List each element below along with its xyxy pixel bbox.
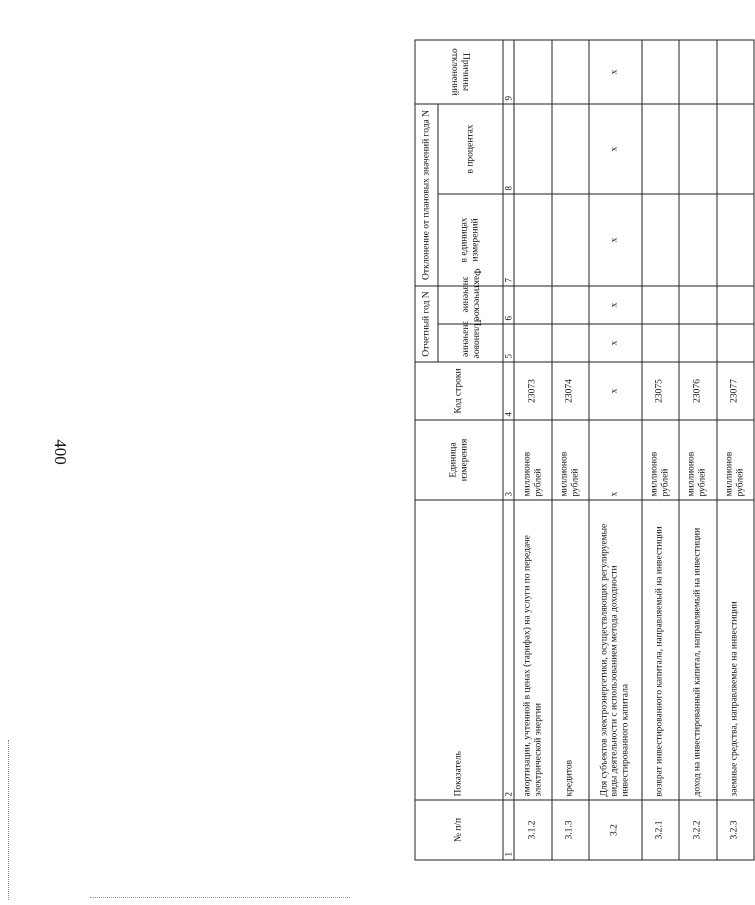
row-dev-units: [717, 194, 754, 286]
row-dev-units: [679, 194, 716, 286]
table-row: [717, 40, 754, 860]
row-indicator: доход на инвестированный капитал, направляемый на инвестиции: [679, 500, 716, 800]
row-unit: миллионов рублей: [717, 420, 754, 500]
row-indicator: амортизации, учтенной в ценах (тарифах) на услуги по передаче электрической энергии: [514, 500, 551, 800]
indicator-table: [415, 39, 755, 860]
row-dev-units: [642, 194, 679, 286]
column-number-2: 2: [503, 500, 514, 800]
header-deviation: Отклонение от плановых значений года N: [415, 104, 438, 286]
row-unit: миллионов рублей: [552, 420, 589, 500]
row-actual: [679, 286, 716, 324]
row-actual: [514, 286, 551, 324]
table-row: [589, 40, 642, 860]
row-indicator: заемные средства, направляемые на инвестиции: [717, 500, 754, 800]
row-unit: миллионов рублей: [642, 420, 679, 500]
column-number-6: 6: [503, 286, 514, 324]
header-indicator: Показатель: [415, 500, 503, 800]
row-reasons: [679, 40, 716, 104]
header-dev-units: в единицах измерений: [438, 194, 503, 286]
row-dev-percent: [679, 104, 716, 194]
column-number-1: 1: [503, 800, 514, 860]
table-row: [642, 40, 679, 860]
header-num: № п/п: [415, 800, 503, 860]
header-code: Код строки: [415, 362, 503, 420]
table-row: [552, 40, 589, 860]
row-reasons: [514, 40, 551, 104]
column-number-8: 8: [503, 104, 514, 194]
row-num: 3.2.3: [717, 800, 754, 860]
row-dev-percent: [552, 104, 589, 194]
row-actual: [552, 286, 589, 324]
row-code: 23074: [552, 362, 589, 420]
row-actual: [717, 286, 754, 324]
row-planned: [514, 324, 551, 362]
row-code: 23077: [717, 362, 754, 420]
indicator-table-rotated: [415, 41, 746, 861]
header-actual-text: Фактическое значение: [460, 268, 482, 321]
row-reasons: [717, 40, 754, 104]
header-reporting-year: Отчетный год N: [415, 286, 438, 362]
column-number-3: 3: [503, 420, 514, 500]
header-reasons-text: Причины отклонений: [449, 48, 470, 96]
row-code: 23076: [679, 362, 716, 420]
column-number-5: 5: [503, 324, 514, 362]
table-row: [514, 40, 551, 860]
row-code: 23073: [514, 362, 551, 420]
row-planned: [552, 324, 589, 362]
column-number-7: 7: [503, 194, 514, 286]
row-unit: миллионов рублей: [514, 420, 551, 500]
row-indicator: кредитов: [552, 500, 589, 800]
row-planned: х: [589, 324, 642, 362]
row-planned: [679, 324, 716, 362]
page-number: 400: [51, 439, 70, 465]
row-num: 3.2.1: [642, 800, 679, 860]
row-num: 3.1.2: [514, 800, 551, 860]
row-unit: миллионов рублей: [679, 420, 716, 500]
row-dev-units: х: [589, 194, 642, 286]
scan-bottom-line: [90, 897, 350, 899]
row-dev-units: [514, 194, 551, 286]
row-reasons: [642, 40, 679, 104]
header-unit: Единица измерения: [415, 420, 503, 500]
row-dev-percent: [717, 104, 754, 194]
row-planned: [642, 324, 679, 362]
row-planned: [717, 324, 754, 362]
header-reasons: [415, 40, 503, 104]
header-planned: [438, 319, 503, 362]
row-unit: х: [589, 420, 642, 500]
row-actual: х: [589, 286, 642, 324]
row-actual: [642, 286, 679, 324]
row-code: 23075: [642, 362, 679, 420]
row-dev-percent: [642, 104, 679, 194]
row-reasons: [552, 40, 589, 104]
row-indicator: возврат инвестированного капитала, направляемый на инвестиции: [642, 500, 679, 800]
row-dev-percent: х: [589, 104, 642, 194]
header-dev-percent: в процентах: [438, 104, 503, 194]
scan-edge-line: [8, 740, 10, 900]
row-indicator: Для субъектов электроэнергетики, осуществляющих регулируемые виды деятельности с использованием метода доходности инвестированного капитала: [589, 500, 642, 800]
row-dev-units: [552, 194, 589, 286]
row-num: 3.1.3: [552, 800, 589, 860]
table-row: [679, 40, 716, 860]
column-number-4: 4: [503, 362, 514, 420]
header-actual: [438, 268, 503, 324]
header-planned-text: Плановое значение: [460, 319, 482, 359]
column-number-9: 9: [503, 40, 514, 104]
row-dev-percent: [514, 104, 551, 194]
row-num: 3.2: [589, 800, 642, 860]
row-reasons: х: [589, 40, 642, 104]
row-code: х: [589, 362, 642, 420]
row-num: 3.2.2: [679, 800, 716, 860]
